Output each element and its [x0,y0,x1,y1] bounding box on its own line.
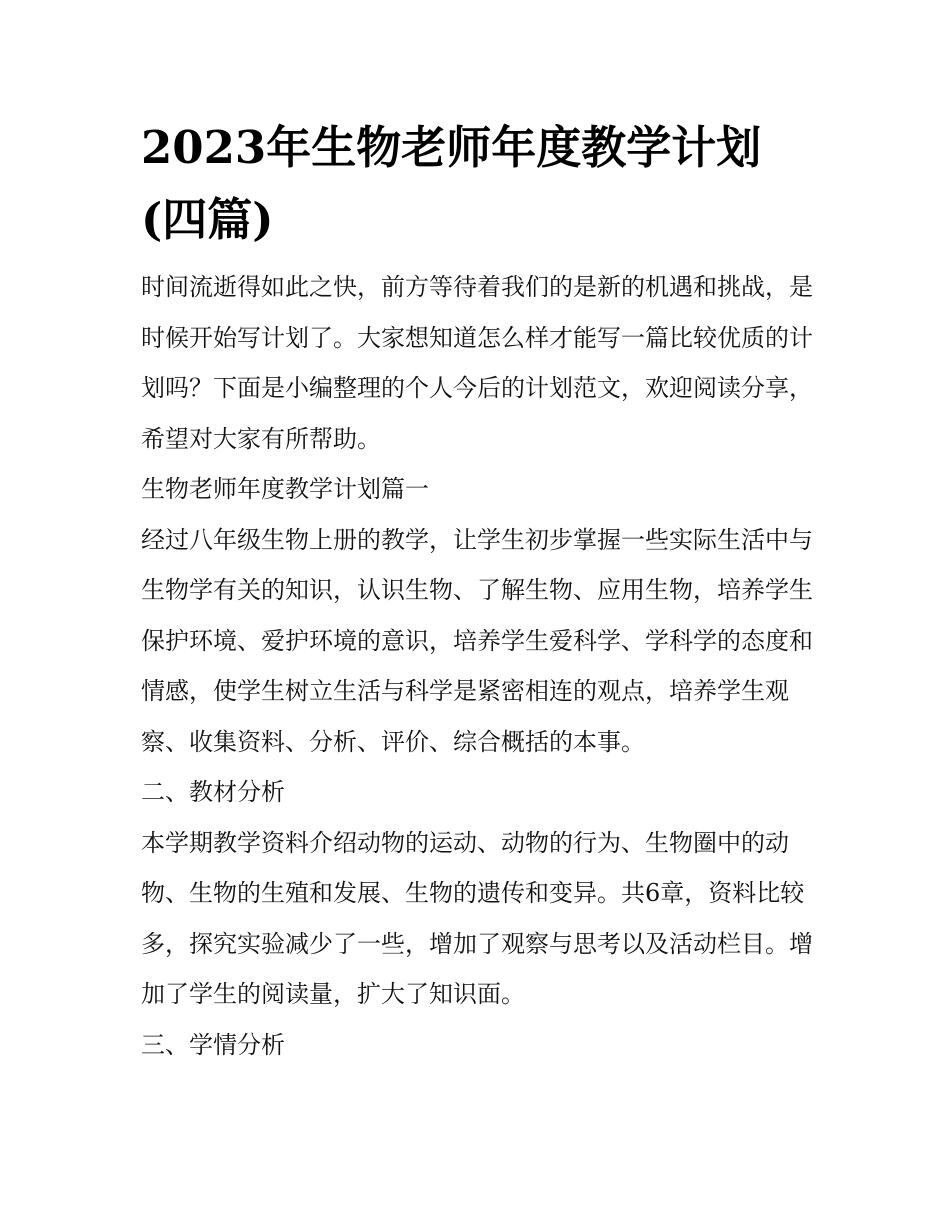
section-heading-student-analysis: 三、学情分析 [141,1030,285,1059]
textbook-analysis-paragraph: 本学期教学资料介绍动物的运动、动物的行为、生物圈中的动物、生物的生殖和发展、生物的遗传和变异。共6章，资料比较多，探究实验减少了一些，增加了观察与思考以及活动栏目。增加了学生的阅读量，扩大了知识面。 [141,828,813,1008]
section-heading-textbook-analysis: 二、教材分析 [141,778,285,806]
document-title: 2023年生物老师年度教学计划(四篇) [141,121,762,246]
intro-paragraph: 时间流逝得如此之快，前方等待着我们的是新的机遇和挑战，是时候开始写计划了。大家想知道怎么样才能写一篇比较优质的计划吗？下面是小编整理的个人今后的计划范文，欢迎阅读分享，希望对大家有所帮助。 [141,273,813,453]
section-heading-part-one: 生物老师年度教学计划篇一 [141,475,429,503]
document-content [141,112,813,1070]
teaching-goals-paragraph: 经过八年级生物上册的教学，让学生初步掌握一些实际生活中与生物学有关的知识，认识生物、了解生物、应用生物，培养学生保护环境、爱护环境的意识，培养学生爱科学、学科学的态度和情感，使学生树立生活与科学是紧密相连的观点，培养学生观察、收集资料、分析、评价、综合概括的本事。 [141,525,813,756]
